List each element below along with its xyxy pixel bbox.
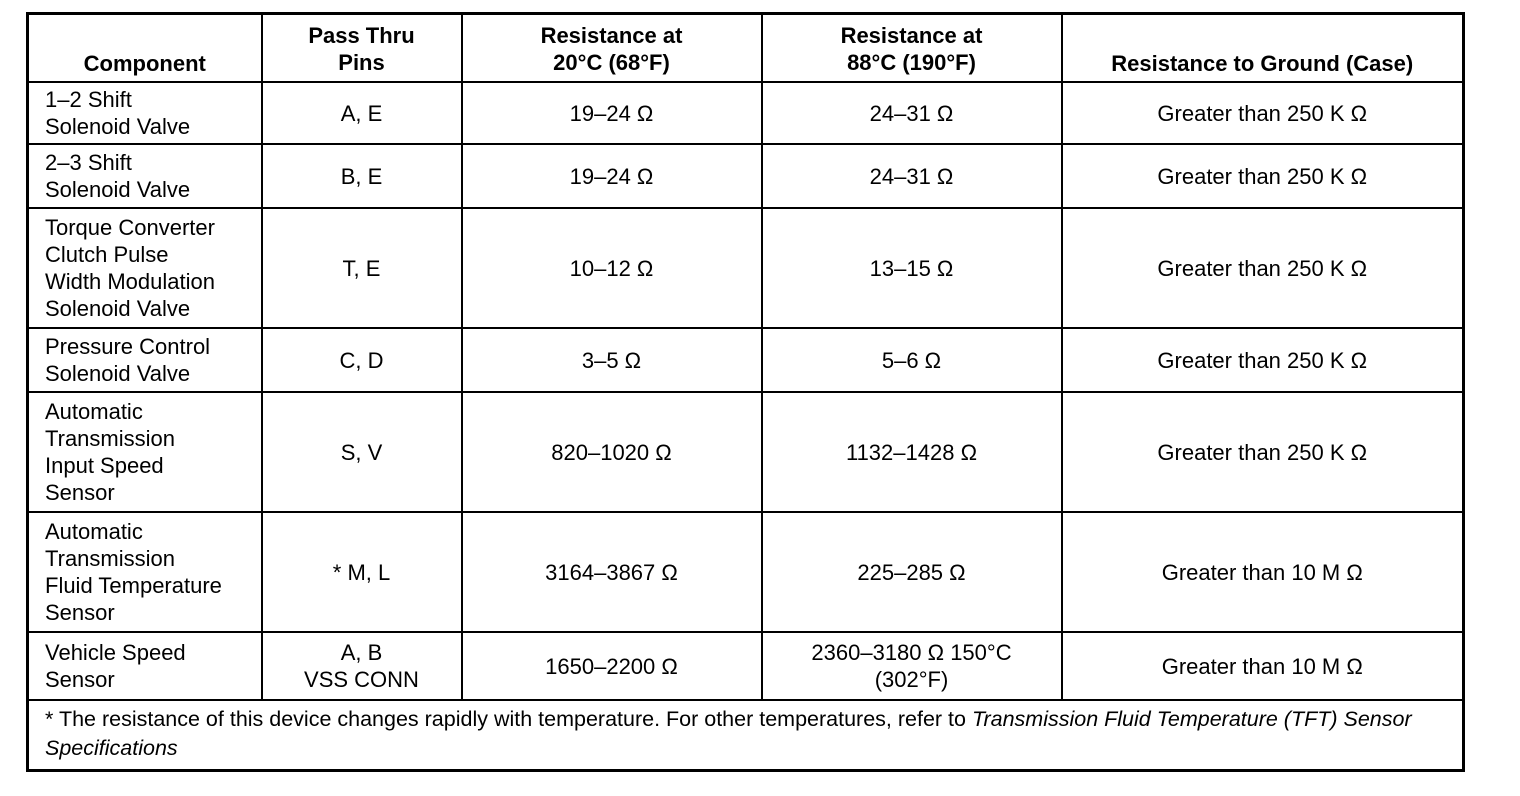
header-res88: [762, 14, 1062, 83]
component-line: Transmission: [45, 546, 175, 571]
cell-component: [28, 82, 262, 144]
footnote-text: * The resistance of this device changes rapidly with temperature. For other temperatures, refer to: [45, 707, 972, 731]
header-res88-line2: 88°C (190°F): [847, 50, 976, 75]
component-line: Input Speed: [45, 453, 164, 478]
cell-res88: [762, 82, 1062, 144]
cell-res88: [762, 632, 1062, 700]
component-line: 1–2 Shift: [45, 87, 132, 112]
cell-ground: Greater than 250 K Ω: [1062, 82, 1464, 144]
table-row: [28, 208, 1464, 328]
cell-pins: [262, 512, 462, 632]
header-row: [28, 14, 1464, 83]
header-pins-line2: Pins: [338, 50, 385, 75]
cell-component: [28, 328, 262, 392]
pins-line: B, E: [340, 163, 383, 189]
cell-pins: [262, 328, 462, 392]
cell-pins: [262, 392, 462, 512]
pins-line: * M, L: [332, 559, 391, 585]
res88-line: 13–15 Ω: [869, 255, 954, 281]
pins-line: S, V: [340, 439, 383, 465]
pins-line: C, D: [339, 347, 384, 373]
res88-line: 24–31 Ω: [869, 100, 954, 126]
component-line: Pressure Control: [45, 334, 211, 359]
cell-pins: [262, 208, 462, 328]
component-line: Width Modulation: [45, 269, 215, 294]
cell-ground: Greater than 250 K Ω: [1062, 144, 1464, 208]
res88-line: 225–285 Ω: [857, 559, 966, 585]
pins-line: VSS CONN: [304, 667, 419, 692]
table-row: [28, 144, 1464, 208]
pins-line: A, B: [340, 640, 383, 665]
component-line: Torque Converter: [45, 215, 215, 240]
cell-pins: [262, 144, 462, 208]
footnote-row: [28, 700, 1464, 771]
cell-component: [28, 144, 262, 208]
footnote: [28, 700, 1464, 771]
header-res88-line1: Resistance at: [840, 23, 983, 48]
cell-ground: Greater than 250 K Ω: [1062, 208, 1464, 328]
res88-line: 24–31 Ω: [869, 163, 954, 189]
table-row: [28, 392, 1464, 512]
resistance-spec-table: [26, 12, 1465, 772]
component-line: Transmission: [45, 426, 175, 451]
header-res20-line2: 20°C (68°F): [553, 50, 670, 75]
cell-component: [28, 632, 262, 700]
cell-ground: Greater than 250 K Ω: [1062, 328, 1464, 392]
header-res20: [462, 14, 762, 83]
footnote-reference: Transmission Fluid Temperature (TFT) Sensor Specifications: [45, 707, 1412, 760]
header-pins-line1: Pass Thru: [308, 23, 415, 48]
table-row: [28, 512, 1464, 632]
component-line: Sensor: [45, 600, 115, 625]
cell-res20: 3–5 Ω: [462, 328, 762, 392]
component-line: Solenoid Valve: [45, 361, 191, 386]
cell-res20: 3164–3867 Ω: [462, 512, 762, 632]
component-line: Solenoid Valve: [45, 296, 191, 321]
cell-component: [28, 208, 262, 328]
pins-line: A, E: [340, 100, 383, 126]
cell-res20: 19–24 Ω: [462, 82, 762, 144]
component-line: Vehicle Speed: [45, 640, 186, 665]
res88-line: 2360–3180 Ω 150°C: [811, 640, 1012, 665]
cell-component: [28, 512, 262, 632]
table-row: [28, 328, 1464, 392]
cell-res88: [762, 328, 1062, 392]
component-line: Automatic: [45, 399, 143, 424]
cell-res88: [762, 144, 1062, 208]
cell-ground: Greater than 10 M Ω: [1062, 632, 1464, 700]
header-ground: Resistance to Ground (Case): [1062, 14, 1464, 83]
cell-res88: [762, 512, 1062, 632]
pins-line: T, E: [342, 255, 381, 281]
cell-res88: [762, 208, 1062, 328]
cell-pins: [262, 632, 462, 700]
table-row: [28, 82, 1464, 144]
cell-res20: 10–12 Ω: [462, 208, 762, 328]
header-res20-line1: Resistance at: [540, 23, 683, 48]
cell-ground: Greater than 10 M Ω: [1062, 512, 1464, 632]
res88-line: 1132–1428 Ω: [845, 439, 978, 465]
header-component: Component: [28, 14, 262, 83]
res88-line: (302°F): [874, 667, 949, 692]
component-line: Solenoid Valve: [45, 177, 191, 202]
cell-ground: Greater than 250 K Ω: [1062, 392, 1464, 512]
cell-res88: [762, 392, 1062, 512]
component-line: Solenoid Valve: [45, 114, 191, 139]
component-line: Sensor: [45, 667, 115, 692]
header-pins: [262, 14, 462, 83]
component-line: Fluid Temperature: [45, 573, 222, 598]
component-line: Automatic: [45, 519, 143, 544]
component-line: Sensor: [45, 480, 115, 505]
res88-line: 5–6 Ω: [881, 347, 942, 373]
cell-pins: [262, 82, 462, 144]
cell-res20: 820–1020 Ω: [462, 392, 762, 512]
table-row: [28, 632, 1464, 700]
cell-res20: 1650–2200 Ω: [462, 632, 762, 700]
cell-component: [28, 392, 262, 512]
component-line: Clutch Pulse: [45, 242, 169, 267]
component-line: 2–3 Shift: [45, 150, 132, 175]
cell-res20: 19–24 Ω: [462, 144, 762, 208]
